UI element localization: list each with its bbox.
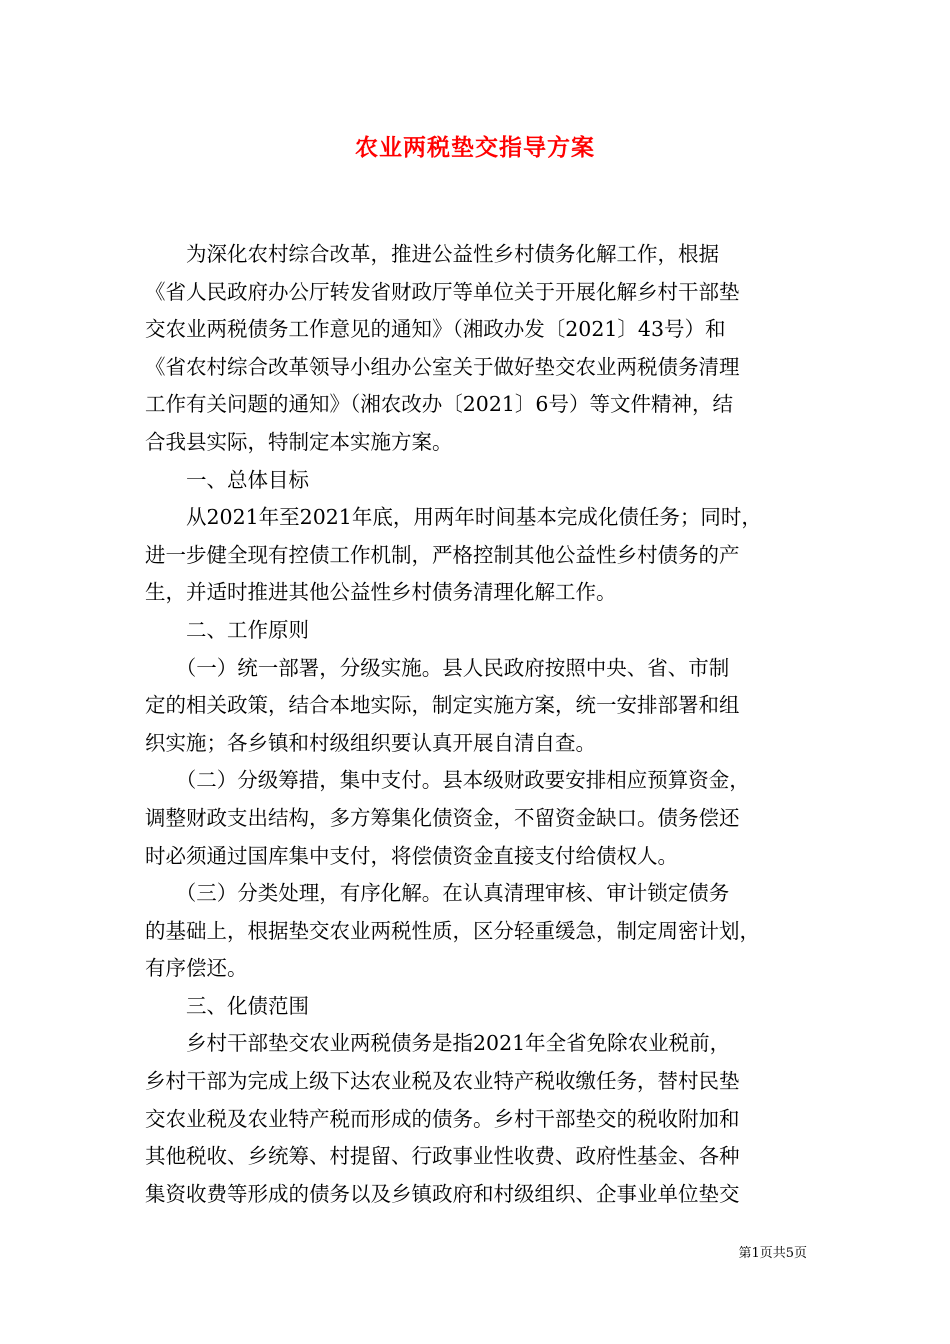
text-line: 时必须通过国库集中支付，将偿债资金直接支付给债权人。 [145,843,678,868]
text-line: 交农业税及农业特产税而形成的债务。乡村干部垫交的税收附加和 [145,1106,740,1131]
document-body [145,236,810,1213]
text-line: 织实施；各乡镇和村级组织要认真开展自清自查。 [145,730,596,755]
text-line: （三）分类处理，有序化解。在认真清理审核、审计锁定债务 [145,881,730,906]
section-heading: 二、工作原则 [145,617,309,642]
text-line: 从2021年至2021年底，用两年时间基本完成化债任务；同时， [145,505,762,530]
text-line: 工作有关问题的通知》（湘农改办〔2021〕6号）等文件精神，结 [145,392,733,417]
text-line: 合我县实际，特制定本实施方案。 [145,429,453,454]
text-line: 乡村干部垫交农业两税债务是指2021年全省免除农业税前， [145,1031,731,1056]
text-line: 有序偿还。 [145,956,248,981]
text-line: 其他税收、乡统筹、村提留、行政事业性收费、政府性基金、各种 [145,1144,740,1169]
page-number: 第1页共5页 [738,1246,807,1261]
text-line: （一）统一部署，分级实施。县人民政府按照中央、省、市制 [145,655,730,680]
text-line: 乡村干部为完成上级下达农业税及农业特产税收缴任务，替村民垫 [145,1069,740,1094]
text-line: 生，并适时推进其他公益性乡村债务清理化解工作。 [145,580,617,605]
section-heading: 一、总体目标 [145,467,309,492]
text-line: 交农业两税债务工作意见的通知》（湘政办发〔2021〕43号）和 [145,317,726,342]
text-line: 进一步健全现有控债工作机制，严格控制其他公益性乡村债务的产 [145,542,740,567]
text-line: 集资收费等形成的债务以及乡镇政府和村级组织、企事业单位垫交 [145,1181,740,1206]
text-line: 《省农村综合改革领导小组办公室关于做好垫交农业两税债务清理 [145,354,740,379]
text-line: 调整财政支出结构，多方筹集化债资金，不留资金缺口。债务偿还 [145,805,740,830]
document-title: 农业两税垫交指导方案 [355,134,595,161]
text-line: （二）分级筹措，集中支付。县本级财政要安排相应预算资金， [145,768,750,793]
section-heading: 三、化债范围 [145,993,309,1018]
text-line: 《省人民政府办公厅转发省财政厅等单位关于开展化解乡村干部垫 [145,279,740,304]
text-line: 为深化农村综合改革，推进公益性乡村债务化解工作，根据 [145,242,719,266]
text-line: 定的相关政策，结合本地实际，制定实施方案，统一安排部署和组 [145,693,740,718]
text-line: 的基础上，根据垫交农业两税性质，区分轻重缓急，制定周密计划， [145,918,760,943]
